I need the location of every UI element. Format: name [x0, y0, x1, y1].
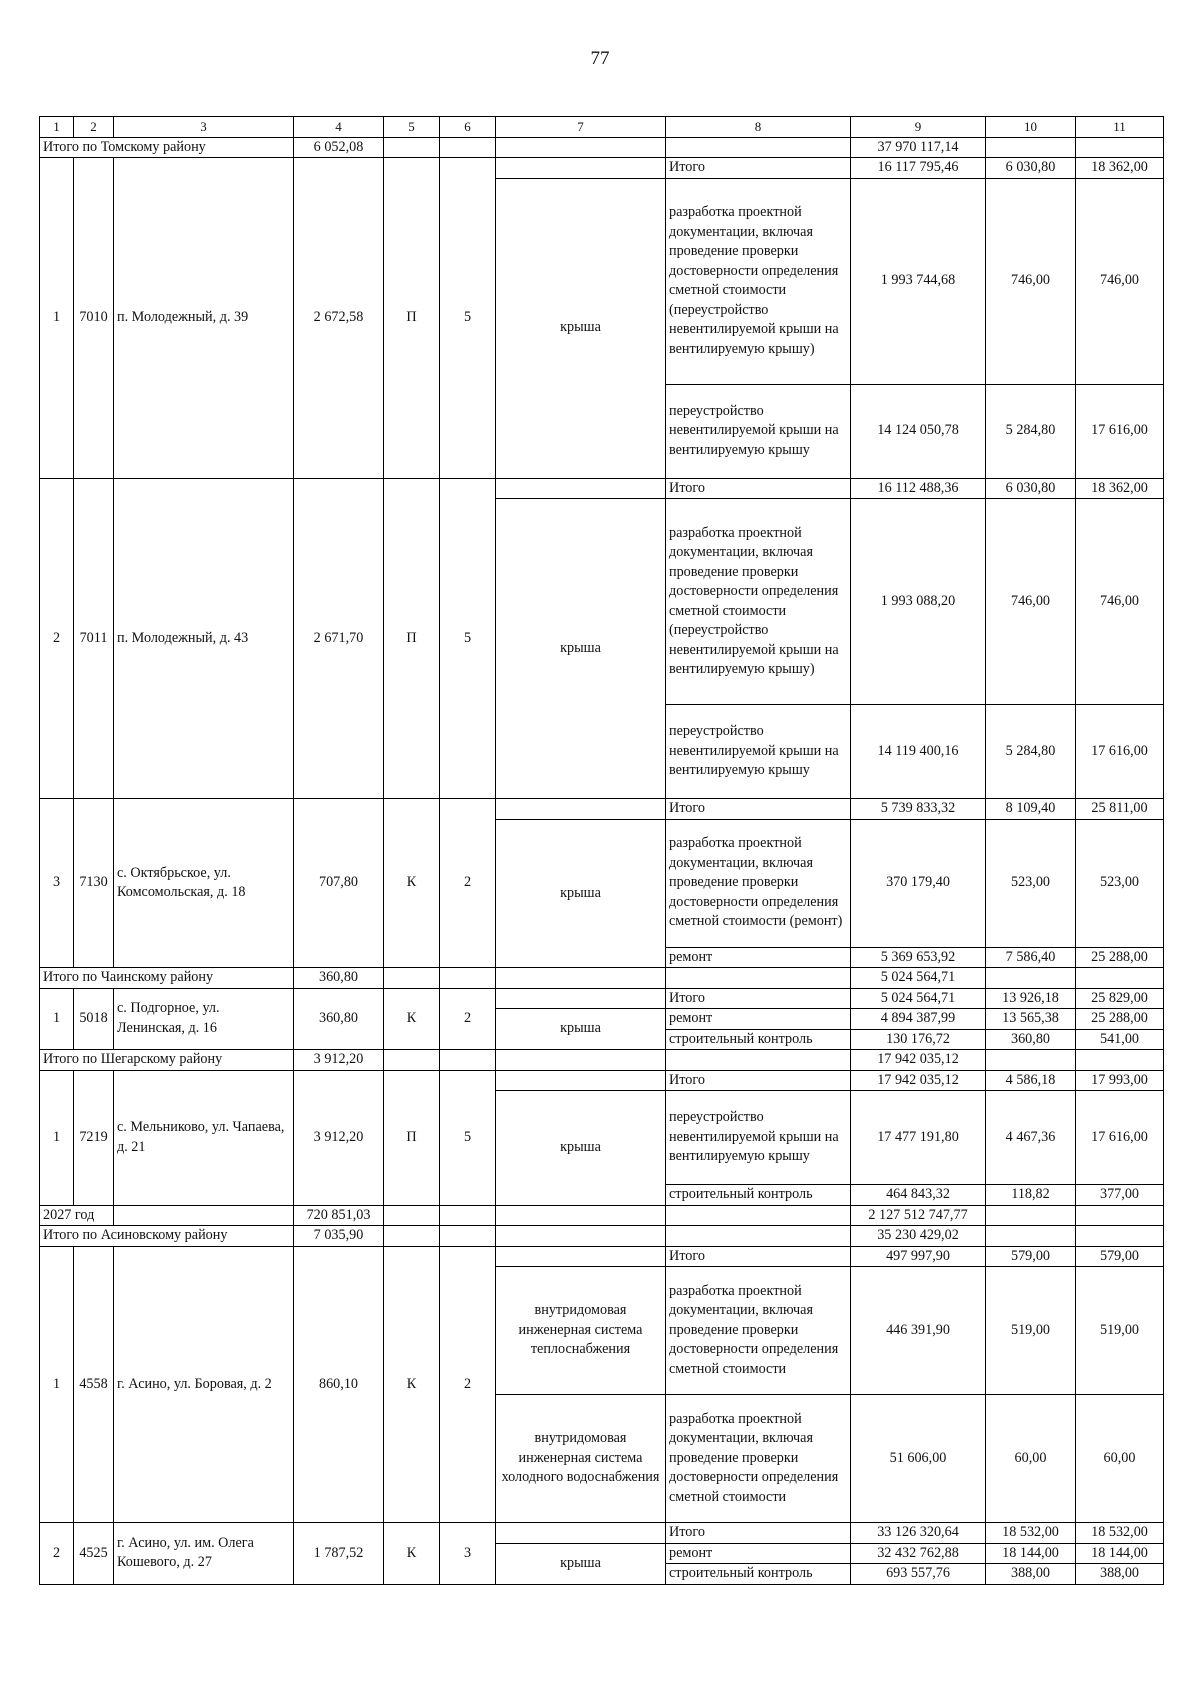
district-total-label: Итого по Томскому району — [40, 137, 294, 158]
col-number: 10 — [986, 117, 1076, 138]
total-cost: 35 230 429,02 — [851, 1226, 986, 1247]
cost: 17 942 035,12 — [851, 1070, 986, 1091]
limit-cost: 17 616,00 — [1076, 1091, 1164, 1185]
unit-cost: 8 109,40 — [986, 799, 1076, 820]
cost: 1 993 088,20 — [851, 499, 986, 705]
house-code: 7130 — [74, 799, 114, 968]
work-type: переустройство невентилируемой крыши на вентилируемую крышу — [666, 705, 851, 799]
limit-cost: 60,00 — [1076, 1395, 1164, 1523]
system-element: крыша — [496, 499, 666, 799]
table-row — [40, 1523, 1164, 1544]
address: г. Асино, ул. Боровая, д. 2 — [114, 1246, 294, 1523]
work-type: переустройство невентилируемой крыши на вентилируемую крышу — [666, 1091, 851, 1185]
col-number: 11 — [1076, 117, 1164, 138]
limit-cost: 18 144,00 — [1076, 1543, 1164, 1564]
year-total-row — [40, 1205, 1164, 1226]
table-row — [40, 1070, 1164, 1091]
column-numbers-row — [40, 117, 1164, 138]
district-total-row — [40, 137, 1164, 158]
row-number: 1 — [40, 988, 74, 1050]
cost: 5 024 564,71 — [851, 988, 986, 1009]
floors: 2 — [440, 799, 496, 968]
area: 2 672,58 — [294, 158, 384, 479]
floors: 2 — [440, 988, 496, 1050]
total-area: 6 052,08 — [294, 137, 384, 158]
limit-cost: 25 288,00 — [1076, 1009, 1164, 1030]
wall-type: К — [384, 988, 440, 1050]
total-cost: 2 127 512 747,77 — [851, 1205, 986, 1226]
wall-type: К — [384, 1246, 440, 1523]
floors: 5 — [440, 158, 496, 479]
row-number: 3 — [40, 799, 74, 968]
floors: 5 — [440, 1070, 496, 1205]
row-number: 1 — [40, 158, 74, 479]
work-type: разработка проектной документации, включая проведение проверки достоверности определения сметной стоимости (переустройство невентилируемой крыши на вентилируемую крышу) — [666, 178, 851, 384]
row-number: 1 — [40, 1246, 74, 1523]
unit-cost: 6 030,80 — [986, 158, 1076, 179]
cost: 33 126 320,64 — [851, 1523, 986, 1544]
wall-type: П — [384, 1070, 440, 1205]
system-element: крыша — [496, 178, 666, 478]
limit-cost: 17 993,00 — [1076, 1070, 1164, 1091]
area: 2 671,70 — [294, 478, 384, 799]
page-number: 77 — [590, 48, 610, 69]
work-type: Итого — [666, 799, 851, 820]
col-number: 8 — [666, 117, 851, 138]
district-total-row — [40, 968, 1164, 989]
limit-cost: 388,00 — [1076, 1564, 1164, 1585]
work-type: строительный контроль — [666, 1029, 851, 1050]
limit-cost: 523,00 — [1076, 819, 1164, 947]
cost: 497 997,90 — [851, 1246, 986, 1267]
work-type: Итого — [666, 158, 851, 179]
system-element: крыша — [496, 1543, 666, 1584]
unit-cost: 118,82 — [986, 1185, 1076, 1206]
address: с. Октябрьское, ул. Комсомольская, д. 18 — [114, 799, 294, 968]
unit-cost: 60,00 — [986, 1395, 1076, 1523]
district-total-label: Итого по Асиновскому району — [40, 1226, 294, 1247]
table-row — [40, 988, 1164, 1009]
work-type: разработка проектной документации, включая проведение проверки достоверности определения сметной стоимости (переустройство невентилируемой крыши на вентилируемую крышу) — [666, 499, 851, 705]
house-code: 5018 — [74, 988, 114, 1050]
address: п. Молодежный, д. 43 — [114, 478, 294, 799]
cost: 1 993 744,68 — [851, 178, 986, 384]
year-label: 2027 год — [40, 1205, 114, 1226]
area: 3 912,20 — [294, 1070, 384, 1205]
table-row — [40, 158, 1164, 179]
work-type: Итого — [666, 988, 851, 1009]
work-type: Итого — [666, 1523, 851, 1544]
cost: 130 176,72 — [851, 1029, 986, 1050]
limit-cost: 25 829,00 — [1076, 988, 1164, 1009]
work-type: переустройство невентилируемой крыши на вентилируемую крышу — [666, 384, 851, 478]
cost: 16 117 795,46 — [851, 158, 986, 179]
system-element: крыша — [496, 819, 666, 968]
cost: 17 477 191,80 — [851, 1091, 986, 1185]
work-type: строительный контроль — [666, 1564, 851, 1585]
unit-cost: 7 586,40 — [986, 947, 1076, 968]
unit-cost: 579,00 — [986, 1246, 1076, 1267]
area: 360,80 — [294, 988, 384, 1050]
system-element: внутридомовая инженерная система теплоснабжения — [496, 1267, 666, 1395]
total-area: 7 035,90 — [294, 1226, 384, 1247]
cost: 370 179,40 — [851, 819, 986, 947]
cost: 14 124 050,78 — [851, 384, 986, 478]
cost: 16 112 488,36 — [851, 478, 986, 499]
area: 707,80 — [294, 799, 384, 968]
work-type: разработка проектной документации, включая проведение проверки достоверности определения сметной стоимости — [666, 1395, 851, 1523]
limit-cost: 18 362,00 — [1076, 478, 1164, 499]
unit-cost: 746,00 — [986, 178, 1076, 384]
cost: 5 739 833,32 — [851, 799, 986, 820]
floors: 3 — [440, 1523, 496, 1585]
work-type: разработка проектной документации, включая проведение проверки достоверности определения сметной стоимости — [666, 1267, 851, 1395]
work-type: Итого — [666, 1070, 851, 1091]
house-code: 7219 — [74, 1070, 114, 1205]
area: 860,10 — [294, 1246, 384, 1523]
district-total-label: Итого по Шегарскому району — [40, 1050, 294, 1071]
address: г. Асино, ул. им. Олега Кошевого, д. 27 — [114, 1523, 294, 1585]
work-type: ремонт — [666, 947, 851, 968]
unit-cost: 13 565,38 — [986, 1009, 1076, 1030]
total-area: 3 912,20 — [294, 1050, 384, 1071]
total-cost: 5 024 564,71 — [851, 968, 986, 989]
address: с. Подгорное, ул. Ленинская, д. 16 — [114, 988, 294, 1050]
limit-cost: 25 811,00 — [1076, 799, 1164, 820]
unit-cost: 13 926,18 — [986, 988, 1076, 1009]
wall-type: К — [384, 799, 440, 968]
work-type: Итого — [666, 478, 851, 499]
work-type: ремонт — [666, 1009, 851, 1030]
row-number: 2 — [40, 1523, 74, 1585]
district-total-row — [40, 1050, 1164, 1071]
unit-cost: 519,00 — [986, 1267, 1076, 1395]
house-code: 4558 — [74, 1246, 114, 1523]
cost: 446 391,90 — [851, 1267, 986, 1395]
area: 1 787,52 — [294, 1523, 384, 1585]
address: п. Молодежный, д. 39 — [114, 158, 294, 479]
table-row — [40, 1246, 1164, 1267]
row-number: 1 — [40, 1070, 74, 1205]
system-element: внутридомовая инженерная система холодного водоснабжения — [496, 1395, 666, 1523]
work-type: строительный контроль — [666, 1185, 851, 1206]
capital-repair-table — [39, 116, 1164, 1585]
col-number: 1 — [40, 117, 74, 138]
address: с. Мельниково, ул. Чапаева, д. 21 — [114, 1070, 294, 1205]
wall-type: П — [384, 478, 440, 799]
house-code: 7010 — [74, 158, 114, 479]
work-type: ремонт — [666, 1543, 851, 1564]
col-number: 3 — [114, 117, 294, 138]
cost: 464 843,32 — [851, 1185, 986, 1206]
limit-cost: 25 288,00 — [1076, 947, 1164, 968]
cost: 5 369 653,92 — [851, 947, 986, 968]
house-code: 7011 — [74, 478, 114, 799]
cost: 32 432 762,88 — [851, 1543, 986, 1564]
cost: 4 894 387,99 — [851, 1009, 986, 1030]
total-cost: 37 970 117,14 — [851, 137, 986, 158]
system-element: крыша — [496, 1091, 666, 1206]
unit-cost: 4 467,36 — [986, 1091, 1076, 1185]
unit-cost: 360,80 — [986, 1029, 1076, 1050]
cost: 51 606,00 — [851, 1395, 986, 1523]
col-number: 5 — [384, 117, 440, 138]
limit-cost: 579,00 — [1076, 1246, 1164, 1267]
limit-cost: 377,00 — [1076, 1185, 1164, 1206]
limit-cost: 17 616,00 — [1076, 705, 1164, 799]
table-row — [40, 799, 1164, 820]
unit-cost: 523,00 — [986, 819, 1076, 947]
cost: 693 557,76 — [851, 1564, 986, 1585]
limit-cost: 519,00 — [1076, 1267, 1164, 1395]
work-type: Итого — [666, 1246, 851, 1267]
limit-cost: 746,00 — [1076, 178, 1164, 384]
col-number: 2 — [74, 117, 114, 138]
wall-type: П — [384, 158, 440, 479]
unit-cost: 18 144,00 — [986, 1543, 1076, 1564]
limit-cost: 18 362,00 — [1076, 158, 1164, 179]
house-code: 4525 — [74, 1523, 114, 1585]
col-number: 6 — [440, 117, 496, 138]
unit-cost: 5 284,80 — [986, 705, 1076, 799]
total-cost: 17 942 035,12 — [851, 1050, 986, 1071]
floors: 5 — [440, 478, 496, 799]
limit-cost: 18 532,00 — [1076, 1523, 1164, 1544]
cost: 14 119 400,16 — [851, 705, 986, 799]
limit-cost: 746,00 — [1076, 499, 1164, 705]
unit-cost: 18 532,00 — [986, 1523, 1076, 1544]
limit-cost: 17 616,00 — [1076, 384, 1164, 478]
work-type: разработка проектной документации, включая проведение проверки достоверности определения сметной стоимости (ремонт) — [666, 819, 851, 947]
wall-type: К — [384, 1523, 440, 1585]
unit-cost: 6 030,80 — [986, 478, 1076, 499]
row-number: 2 — [40, 478, 74, 799]
total-area: 720 851,03 — [294, 1205, 384, 1226]
floors: 2 — [440, 1246, 496, 1523]
unit-cost: 388,00 — [986, 1564, 1076, 1585]
unit-cost: 5 284,80 — [986, 384, 1076, 478]
table-row — [40, 478, 1164, 499]
unit-cost: 4 586,18 — [986, 1070, 1076, 1091]
col-number: 9 — [851, 117, 986, 138]
unit-cost: 746,00 — [986, 499, 1076, 705]
district-total-label: Итого по Чаинскому району — [40, 968, 294, 989]
district-total-row — [40, 1226, 1164, 1247]
col-number: 4 — [294, 117, 384, 138]
system-element: крыша — [496, 1009, 666, 1050]
limit-cost: 541,00 — [1076, 1029, 1164, 1050]
col-number: 7 — [496, 117, 666, 138]
total-area: 360,80 — [294, 968, 384, 989]
